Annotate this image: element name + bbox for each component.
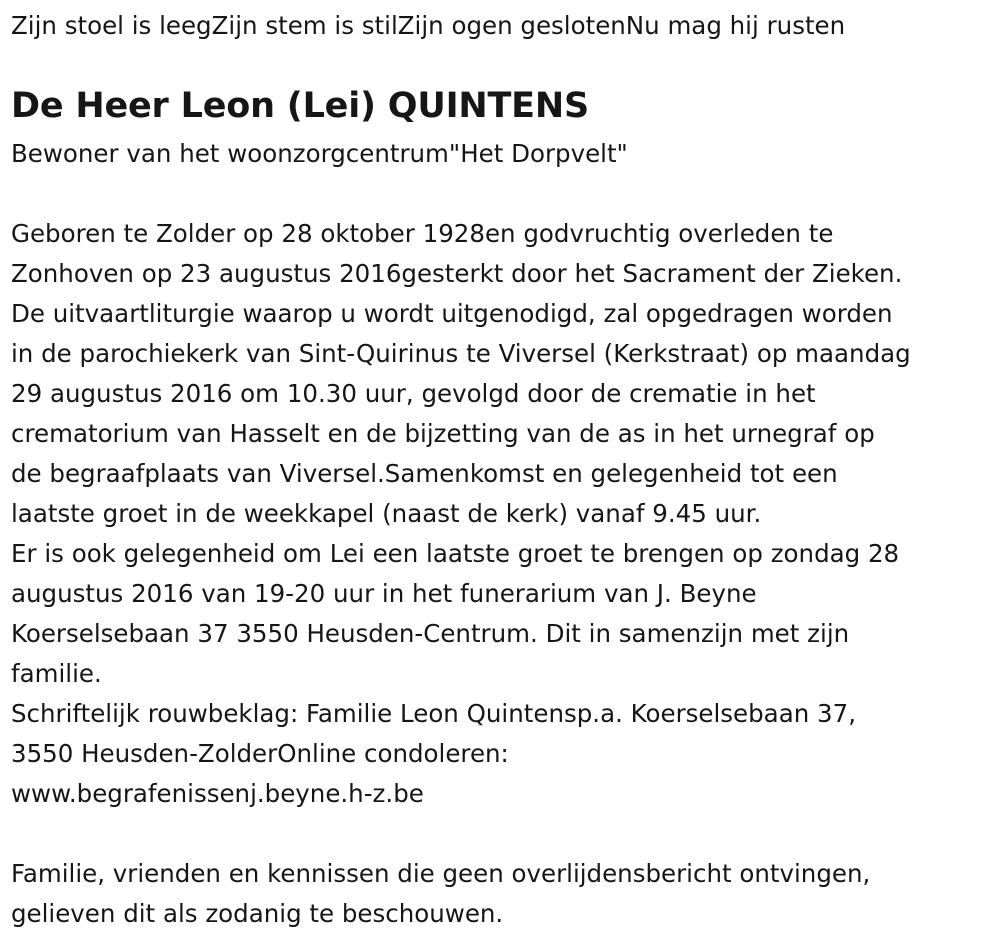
residence-line: Bewoner van het woonzorgcentrum"Het Dorpvelt" <box>11 139 628 168</box>
body-line: Zonhoven op 23 augustus 2016gesterkt door het Sacrament der Zieken. <box>11 259 903 288</box>
deceased-name: De Heer Leon (Lei) QUINTENS <box>11 86 589 126</box>
body-line: Geboren te Zolder op 28 oktober 1928en godvruchtig overleden te <box>11 219 834 248</box>
closing-note <box>11 854 870 934</box>
body-line: in de parochiekerk van Sint-Quirinus te Viversel (Kerkstraat) op maandag <box>11 339 911 368</box>
body-line: crematorium van Hasselt en de bijzetting van de as in het urnegraf op <box>11 419 875 448</box>
closing-line: Familie, vrienden en kennissen die geen overlijdensbericht ontvingen, <box>11 859 871 888</box>
body-line: laatste groet in de weekkapel (naast de kerk) vanaf 9.45 uur. <box>11 499 762 528</box>
obituary-body <box>11 214 911 814</box>
body-line: Koerselsebaan 37 3550 Heusden-Centrum. Dit in samenzijn met zijn <box>11 619 850 648</box>
body-line: de begraafplaats van Viversel.Samenkomst en gelegenheid tot een <box>11 459 838 488</box>
body-line: Er is ook gelegenheid om Lei een laatste groet te brengen op zondag 28 <box>11 539 900 568</box>
body-line: 3550 Heusden-ZolderOnline condoleren: <box>11 739 509 768</box>
body-line: familie. <box>11 659 102 688</box>
closing-line: gelieven dit als zodanig te beschouwen. <box>11 899 504 928</box>
body-line: Schriftelijk rouwbeklag: Familie Leon Quintensp.a. Koerselsebaan 37, <box>11 699 856 728</box>
body-line: augustus 2016 van 19-20 uur in het funerarium van J. Beyne <box>11 579 757 608</box>
body-line: De uitvaartliturgie waarop u wordt uitgenodigd, zal opgedragen worden <box>11 299 893 328</box>
condolence-link[interactable]: www.begrafenissenj.beyne.h-z.be <box>11 779 424 808</box>
memorial-poem: Zijn stoel is leegZijn stem is stilZijn ogen geslotenNu mag hij rusten <box>11 11 846 40</box>
body-line: 29 augustus 2016 om 10.30 uur, gevolgd door de crematie in het <box>11 379 816 408</box>
